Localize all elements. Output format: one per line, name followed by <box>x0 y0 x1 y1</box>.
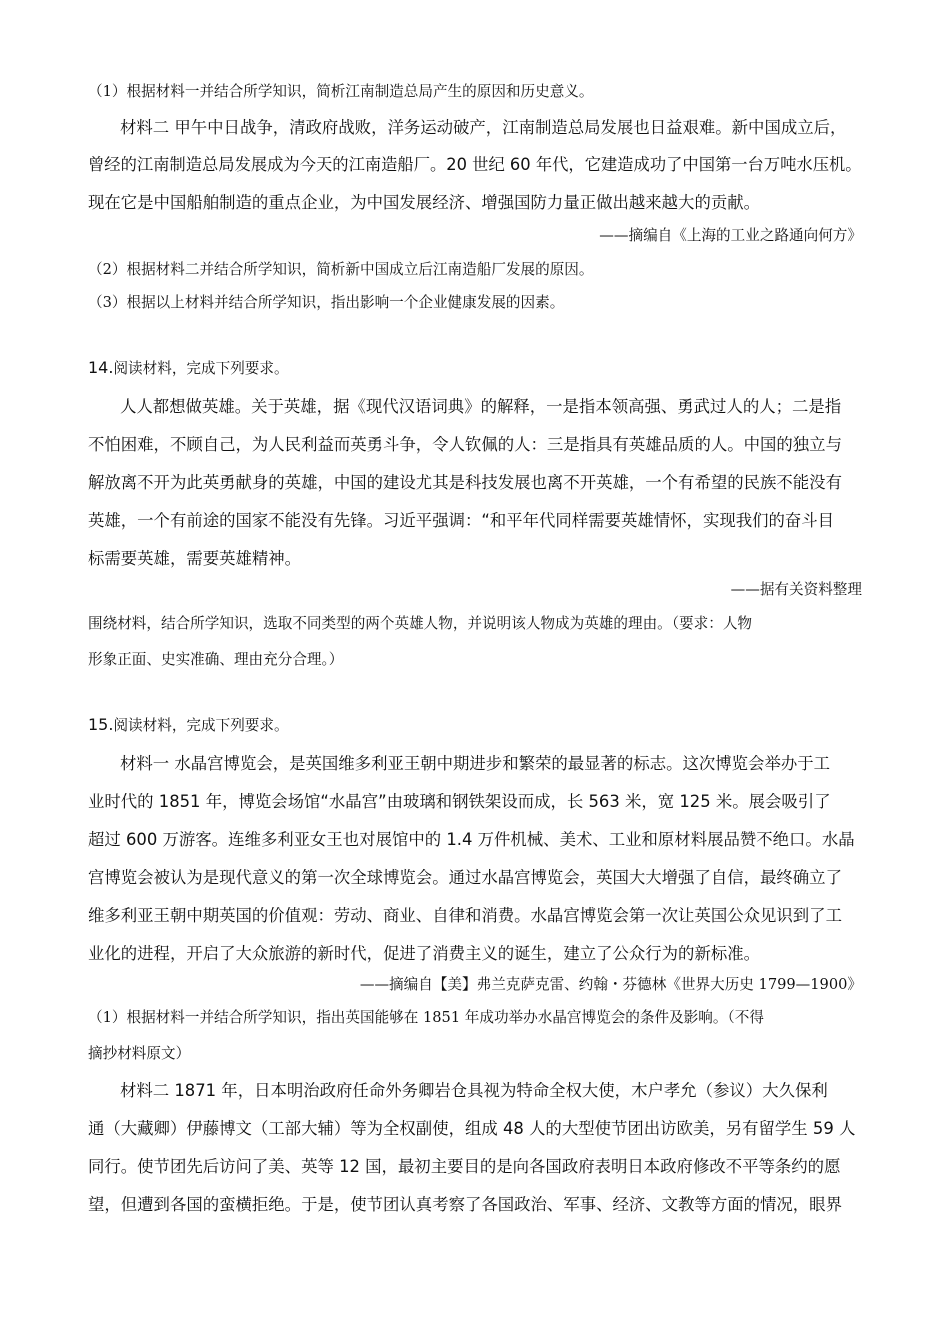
question-13-part-1: （1）根据材料一并结合所学知识，简析江南制造总局产生的原因和历史意义。 <box>88 83 594 100</box>
question-15-part-1: （1）根据材料一并结合所学知识，指出英国能够在 1851 年成功举办水晶宫博览会的条件及影响。（不得 <box>88 1009 764 1026</box>
question-13-part-3: （3）根据以上材料并结合所学知识，指出影响一个企业健康发展的因素。 <box>88 294 565 311</box>
question-13-part-2: （2）根据材料二并结合所学知识，简析新中国成立后江南造船厂发展的原因。 <box>88 261 594 278</box>
material-1-line: 材料一 水晶宫博览会，是英国维多利亚王朝中期进步和繁荣的最显著的标志。这次博览会举办于工 <box>120 754 831 773</box>
material-source: ——据有关资料整理 <box>730 581 862 598</box>
question-number: 15. <box>88 715 114 734</box>
material-2-line: 材料二 1871 年，日本明治政府任命外务卿岩仓具视为特命全权大使，木户孝允（参议）大久保利 <box>120 1081 828 1100</box>
material-1-line: 宫博览会被认为是现代意义的第一次全球博览会。通过水晶宫博览会，英国大大增强了自信，最终确立了 <box>88 868 842 887</box>
material-2-line: 现在它是中国船舶制造的重点企业，为中国发展经济、增强国防力量正做出越来越大的贡献。 <box>88 193 761 212</box>
material-2-source: ——摘编自《上海的工业之路通向何方》 <box>599 227 862 244</box>
task-line: 围绕材料，结合所学知识，选取不同类型的两个英雄人物，并说明该人物成为英雄的理由。（要求：人物 <box>88 615 753 632</box>
material-1-line: 维多利亚王朝中期英国的价值观：劳动、商业、自律和消费。水晶宫博览会第一次让英国公众见识到了工 <box>88 906 842 925</box>
material-line: 人人都想做英雄。关于英雄，据《现代汉语词典》的解释，一是指本领高强、勇武过人的人；二是指 <box>120 397 842 416</box>
question-14-heading <box>88 357 289 378</box>
material-line: 英雄，一个有前途的国家不能没有先锋。习近平强调：“和平年代同样需要英雄情怀，实现我们的奋斗目 <box>88 511 835 530</box>
material-2-line: 曾经的江南制造总局发展成为今天的江南造船厂。20 世纪 60 年代，它建造成功了中国第一台万吨水压机。 <box>88 155 862 174</box>
material-2-line: 同行。使节团先后访问了美、英等 12 国，最初主要目的是向各国政府表明日本政府修改不平等条约的愿 <box>88 1157 841 1176</box>
question-number: 14. <box>88 358 114 377</box>
material-1-line: 超过 600 万游客。连维多利亚女王也对展馆中的 1.4 万件机械、美术、工业和原材料展品赞不绝口。水晶 <box>88 830 855 849</box>
material-1-source: ——摘编自【美】弗兰克萨克雷、约翰・芬德林《世界大历史 1799—1900》 <box>359 976 862 993</box>
material-1-line: 业化的进程，开启了大众旅游的新时代，促进了消费主义的诞生，建立了公众行为的新标准。 <box>88 944 761 963</box>
question-title: 阅读材料，完成下列要求。 <box>113 360 289 377</box>
material-line: 标需要英雄，需要英雄精神。 <box>88 549 302 568</box>
material-2-line: 通（大藏卿）伊藤博文（工部大辅）等为全权副使，组成 48 人的大型使节团出访欧美，另有留学生 59 人 <box>88 1119 856 1138</box>
material-2-line: 材料二 甲午中日战争，清政府战败，洋务运动破产，江南制造总局发展也日益艰难。新中国成立后， <box>120 118 847 137</box>
question-title: 阅读材料，完成下列要求。 <box>113 717 289 734</box>
material-line: 解放离不开为此英勇献身的英雄，中国的建设尤其是科技发展也离不开英雄，一个有希望的民族不能没有 <box>88 473 842 492</box>
question-15-part-1: 摘抄材料原文） <box>88 1045 191 1062</box>
material-1-line: 业时代的 1851 年，博览会场馆“水晶宫”由玻璃和钢铁架设而成，长 563 米，宽 125 米。展会吸引了 <box>88 792 831 811</box>
question-15-heading <box>88 714 289 735</box>
material-2-line: 望，但遭到各国的蛮横拒绝。于是，使节团认真考察了各国政治、军事、经济、文教等方面的情况，眼界 <box>88 1195 842 1214</box>
task-line: 形象正面、史实准确、理由充分合理。） <box>88 651 344 668</box>
material-line: 不怕困难，不顾自己，为人民利益而英勇斗争，令人钦佩的人：三是指具有英雄品质的人。中国的独立与 <box>88 435 842 454</box>
